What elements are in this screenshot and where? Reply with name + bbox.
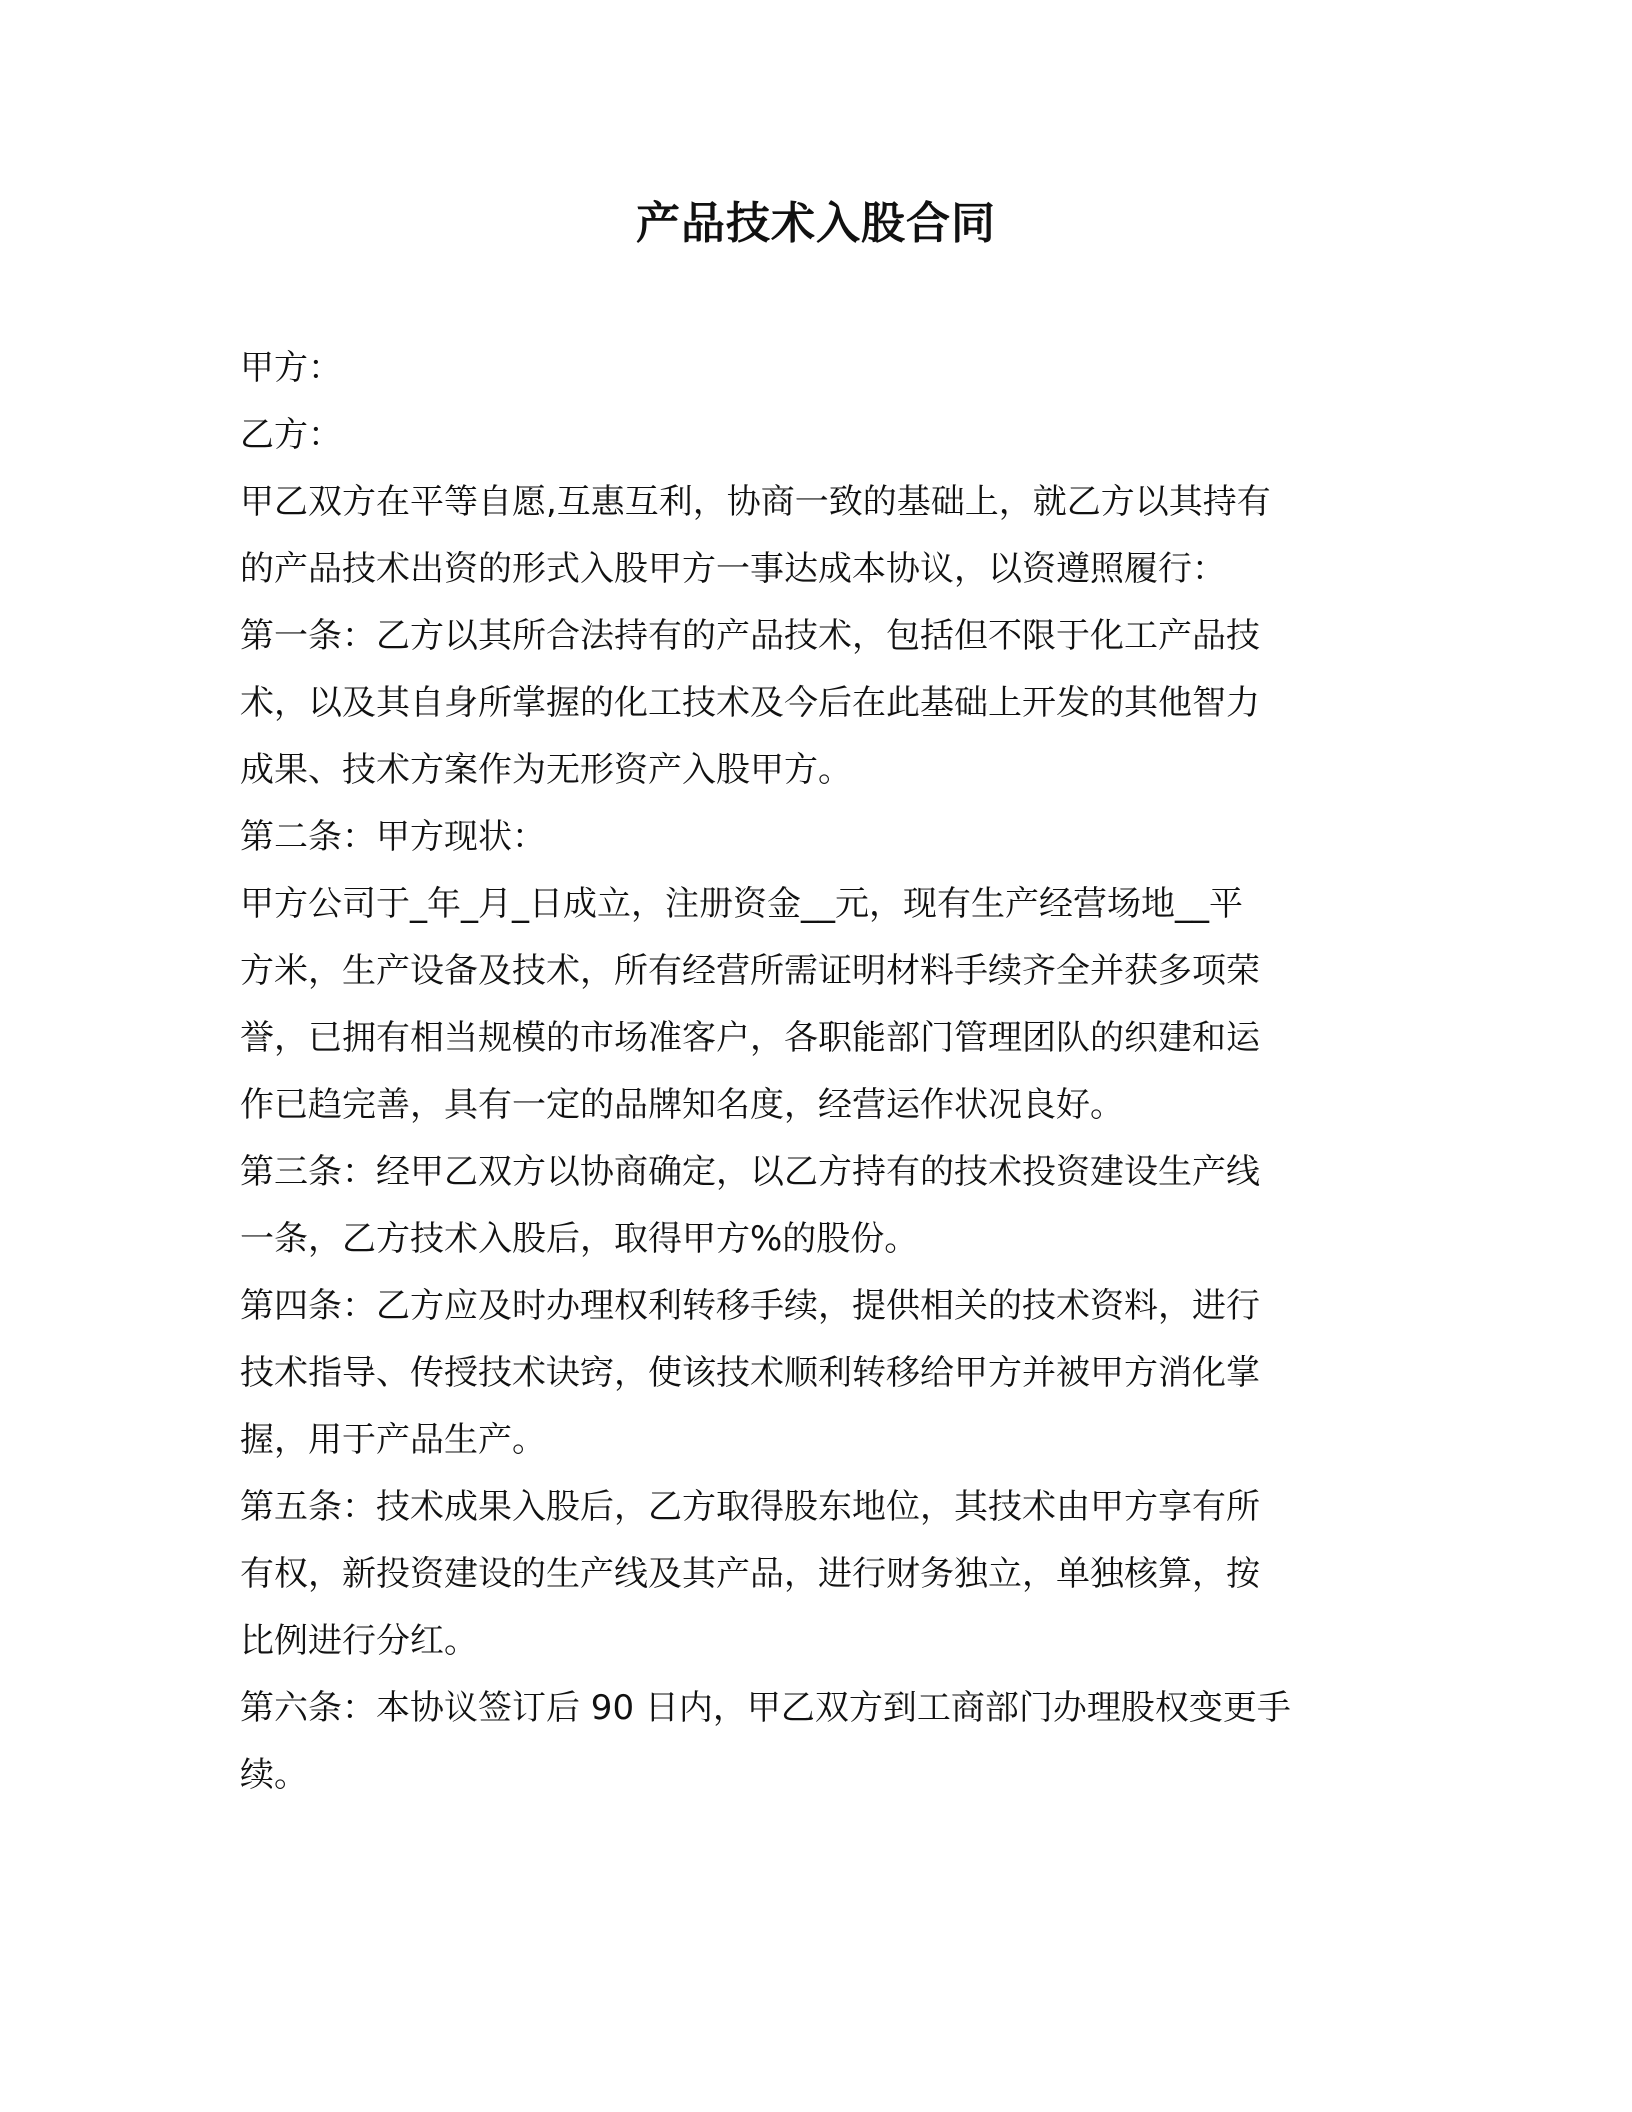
article-2-heading: 第二条：甲方现状： (240, 817, 546, 857)
article-1-line: 第一条：乙方以其所合法持有的产品技术，包括但不限于化工产品技 (240, 616, 1260, 656)
article-6-line: 第六条：本协议签订后 90 日内，甲乙双方到工商部门办理股权变更手 (240, 1688, 1291, 1728)
article-5-line: 有权，新投资建设的生产线及其产品，进行财务独立，单独核算，按 (240, 1554, 1260, 1594)
article-2-line: 誉，已拥有相当规模的市场准客户，各职能部门管理团队的织建和运 (240, 1018, 1260, 1058)
party-a-line: 甲方： (240, 348, 342, 388)
preamble-line: 甲乙双方在平等自愿,互惠互利，协商一致的基础上，就乙方以其持有 (240, 482, 1271, 522)
article-4-line: 技术指导、传授技术诀窍，使该技术顺利转移给甲方并被甲方消化掌 (240, 1353, 1260, 1393)
document-body (240, 335, 1380, 1809)
article-4-line: 握，用于产品生产。 (240, 1420, 546, 1460)
preamble-line: 的产品技术出资的形式入股甲方一事达成本协议，以资遵照履行： (240, 549, 1226, 589)
article-2-line: 甲方公司于_年_月_日成立，注册资金__元，现有生产经营场地__平 (240, 884, 1243, 924)
document-title: 产品技术入股合同 (636, 198, 996, 249)
article-2-line: 方米，生产设备及技术，所有经营所需证明材料手续齐全并获多项荣 (240, 951, 1260, 991)
article-3-line: 一条，乙方技术入股后，取得甲方%的股份。 (240, 1219, 919, 1259)
article-2-line: 作已趋完善，具有一定的品牌知名度，经营运作状况良好。 (240, 1085, 1124, 1125)
article-1-line: 术，以及其自身所掌握的化工技术及今后在此基础上开发的其他智力 (240, 683, 1260, 723)
party-b-line: 乙方： (240, 415, 342, 455)
article-1-line: 成果、技术方案作为无形资产入股甲方。 (240, 750, 852, 790)
article-4-line: 第四条：乙方应及时办理权利转移手续，提供相关的技术资料，进行 (240, 1286, 1260, 1326)
article-5-line: 比例进行分红。 (240, 1621, 478, 1661)
article-5-line: 第五条：技术成果入股后，乙方取得股东地位，其技术由甲方享有所 (240, 1487, 1260, 1527)
article-3-line: 第三条：经甲乙双方以协商确定，以乙方持有的技术投资建设生产线 (240, 1152, 1260, 1192)
article-6-line: 续。 (240, 1755, 308, 1795)
